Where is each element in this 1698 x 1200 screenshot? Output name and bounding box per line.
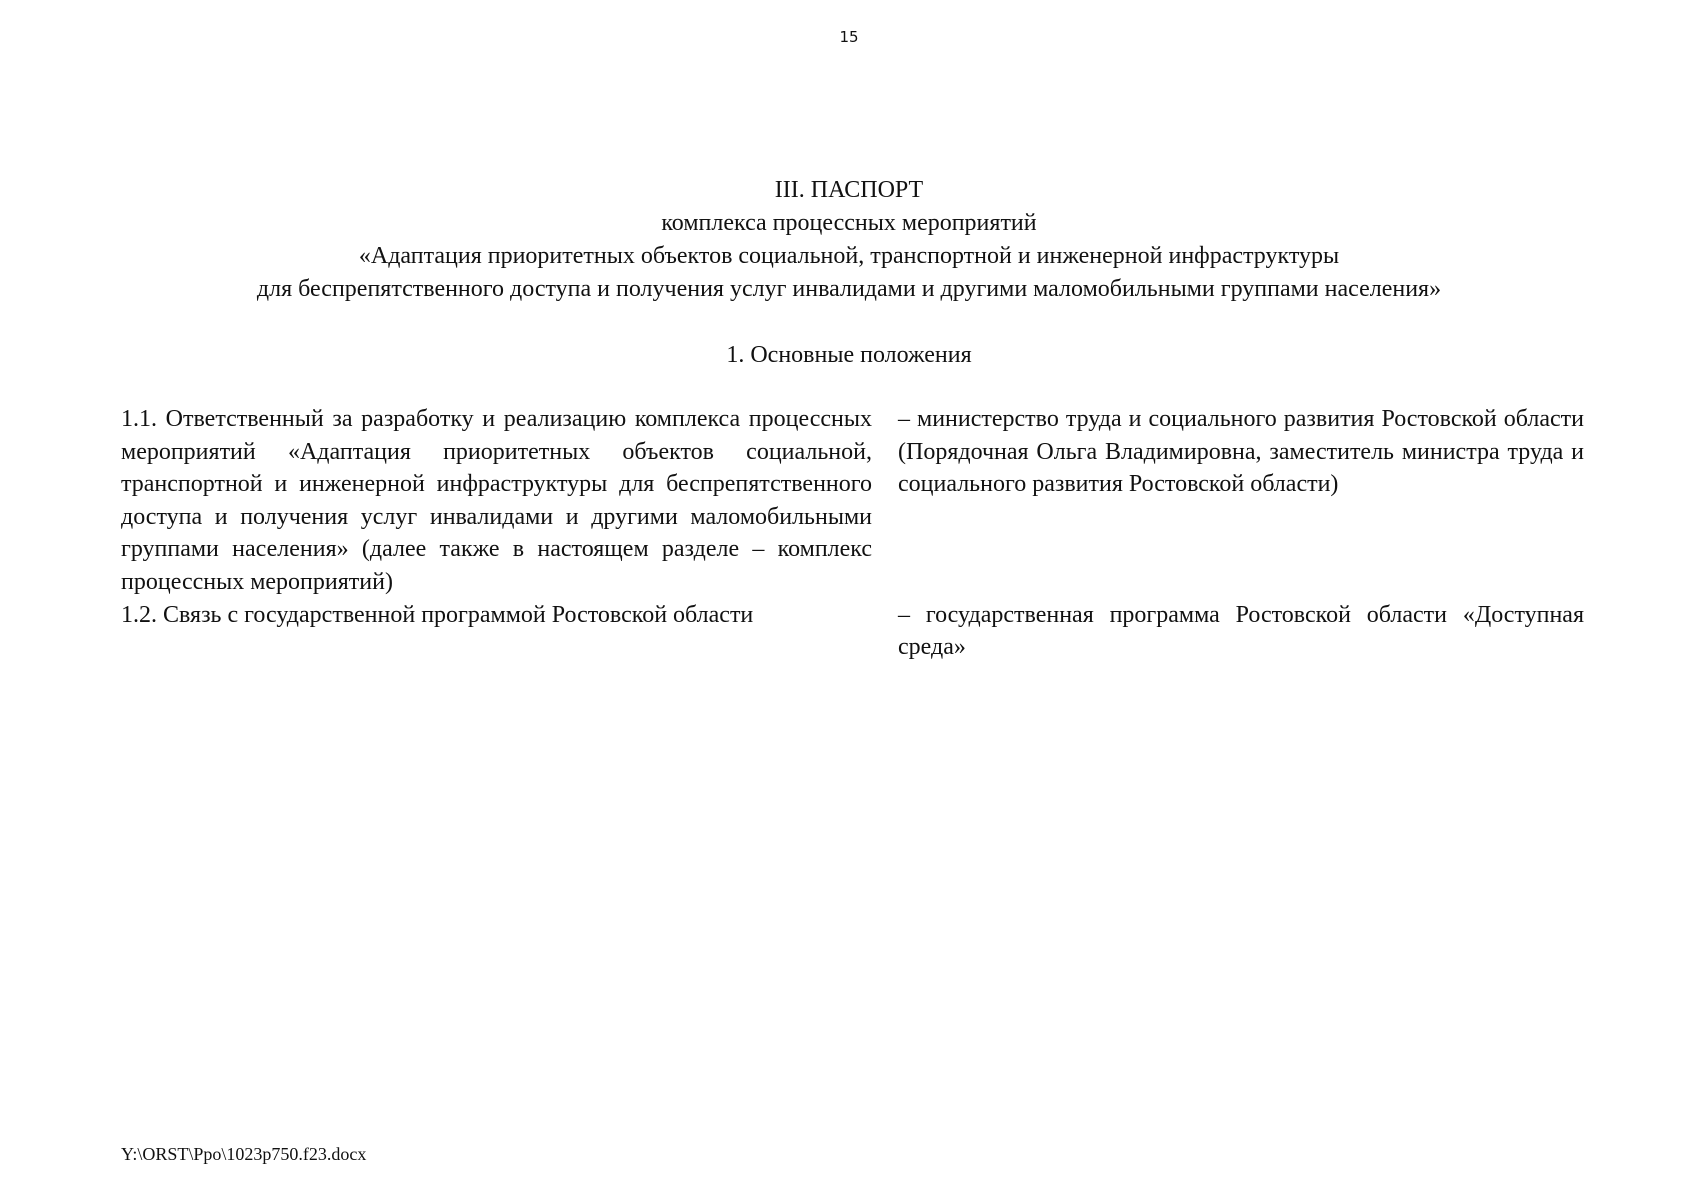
passport-heading — [0, 174, 1698, 306]
row-value: – государственная программа Ростовской области «Доступная среда» — [898, 601, 1584, 661]
heading-line-4: для беспрепятственного доступа и получения услуг инвалидами и другими маломобильными группами населения» — [256, 276, 1442, 302]
heading-line-1: III. ПАСПОРТ — [774, 177, 924, 203]
passport-table — [121, 403, 1584, 664]
page-number: 15 — [839, 28, 859, 46]
file-path-footer: Y:\ORST\Ppo\1023p750.f23.docx — [121, 1144, 367, 1164]
heading-line-2: комплекса процессных мероприятий — [661, 210, 1037, 236]
row-label: 1.2. Связь с государственной программой Ростовской области — [121, 601, 754, 628]
row-label: 1.1. Ответственный за разработку и реализацию комплекса процессных мероприятий «Адаптация приоритетных объектов социальной, транспортной и инженерной инфраструктуры для беспрепятственного доступа и получения услуг инвалидами и другими маломобильными группами населения» (далее также в настоящем разделе – комплекс процессных мероприятий) — [121, 406, 872, 595]
row-value: – министерство труда и социального развития Ростовской области (Порядочная Ольга Владимировна, заместитель министра труда и социального развития Ростовской области) — [898, 406, 1584, 498]
section-title: 1. Основные положения — [726, 342, 972, 368]
heading-line-3: «Адаптация приоритетных объектов социальной, транспортной и инженерной инфраструктуры — [358, 243, 1340, 269]
table-row — [121, 599, 1584, 664]
table-row — [121, 403, 1584, 599]
